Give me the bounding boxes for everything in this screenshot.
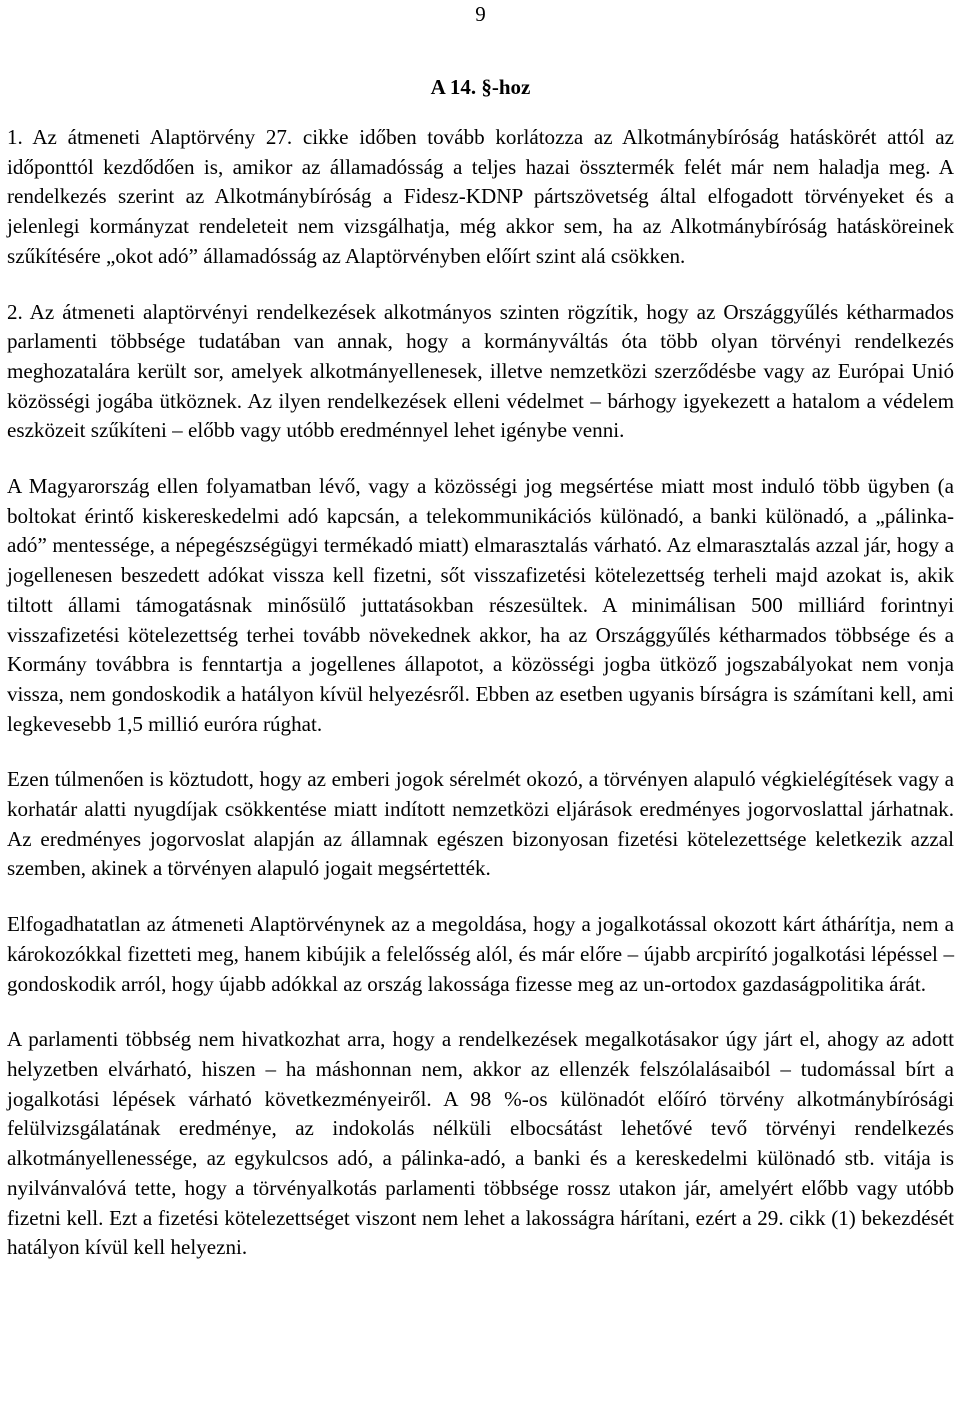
paragraph-1: 1. Az átmeneti Alaptörvény 27. cikke időben tovább korlátozza az Alkotmánybíróság hatáskörét attól az időponttól kezdődően is, amikor az államadósság a teljes hazai össztermék felét már nem haladja meg. A rendelkezés szerint az Alkotmánybíróság a Fidesz-KDNP pártszövetség által elfogadott törvényeket és a jelenlegi kormányzat rendeleteit nem vizsgálhatja, még akkor sem, ha az Alkotmánybíróság hatásköreinek szűkítésére „okot adó” államadósság az Alaptörvényben előírt szint alá csökken. xyxy=(7,125,954,268)
section-heading: A 14. §-hoz xyxy=(430,75,531,99)
page-number: 9 xyxy=(475,2,486,26)
document-body xyxy=(7,123,954,1289)
paragraph-5: Elfogadhatatlan az átmeneti Alaptörvénynek az a megoldása, hogy a jogalkotással okozott kárt áthárítja, nem a károkozókkal fizetteti meg, hanem kibújik a felelősség alól, és már előre – újabb arcpirító jogalkotási lépéssel – gondoskodik arról, hogy újabb adókkal az ország lakossága fizesse meg az un-ortodox gazdaságpolitika árát. xyxy=(7,912,954,996)
paragraph-2: 2. Az átmeneti alaptörvényi rendelkezések alkotmányos szinten rögzítik, hogy az Országgyűlés kétharmados parlamenti többsége tudatában van annak, hogy a kormányváltás óta több olyan törvényi rendelkezés meghozatalára került sor, amelyek alkotmányellenesek, illetve nemzetközi szerződésbe vagy az Európai Unió közösségi jogába ütköznek. Az ilyen rendelkezések elleni védelmet – bárhogy igyekezett a hatalom a védelem eszközeit szűkíteni – előbb vagy utóbb eredménnyel lehet igénybe venni. xyxy=(7,299,954,443)
paragraph-3: A Magyarország ellen folyamatban lévő, vagy a közösségi jog megsértése miatt most induló több ügyben (a boltokat érintő kiskereskedelmi adó kapcsán, a telekommunikációs különadó, a banki különadó, a „pálinka-adó” mentessége, a népegészségügyi termékadó miatt) elmarasztalás várható. Az elmarasztalás azzal jár, hogy a jogellenesen beszedett adókat vissza kell fizetni, sőt visszafizetési kötelezettség terheli majd azokat is, akik tiltott állami támogatásnak minősülő juttatásokban részesültek. A minimálisan 500 milliárd forintnyi visszafizetési kötelezettség terhei tovább növekednek akkor, ha az Országgyűlés kétharmados többsége és a Kormány továbbra is fenntartja a jogellenes állapotot, a közösségi jogba ütköző jogszabályokat nem vonja vissza, nem gondoskodik a hatályon kívül helyezésről. Ebben az esetben ugyanis bírságra is számítani kell, ami legkevesebb 1,5 millió euróra rúghat. xyxy=(7,474,954,736)
paragraph-6: A parlamenti többség nem hivatkozhat arra, hogy a rendelkezések megalkotásakor úgy járt el, ahogy az adott helyzetben elvárható, hiszen – ha máshonnan nem, akkor az ellenzék felszólalásaiból – tudomással bírt a jogalkotási lépések várható következményeiről. A 98 %-os különadót előíró törvény alkotmánybírósági felülvizsgálatának eredménye, az indokolás nélküli elbocsátást lehetővé tevő törvényi rendelkezés alkotmányellenessége, az egykulcsos adó, a pálinka-adó, a banki és a kereskedelmi különadó stb. vitája is nyilvánvalóvá tette, hogy a törvényalkotás parlamenti többsége rossz utakon jár, amelyért előbb vagy utóbb fizetni kell. Ezt a fizetési kötelezettséget viszont nem lehet a lakosságra hárítani, ezért a 29. cikk (1) bekezdését hatályon kívül kell helyezni. xyxy=(7,1027,954,1260)
paragraph-4: Ezen túlmenően is köztudott, hogy az emberi jogok sérelmét okozó, a törvényen alapuló végkielégítések vagy a korhatár alatti nyugdíjak csökkentése miatt indított nemzetközi eljárások eredményes jogorvoslattal járhatnak. Az eredményes jogorvoslat alapján az államnak egészen bizonyosan fizetési kötelezettsége keletkezik azzal szemben, akinek a törvényen alapuló jogait megsértették. xyxy=(7,767,954,881)
